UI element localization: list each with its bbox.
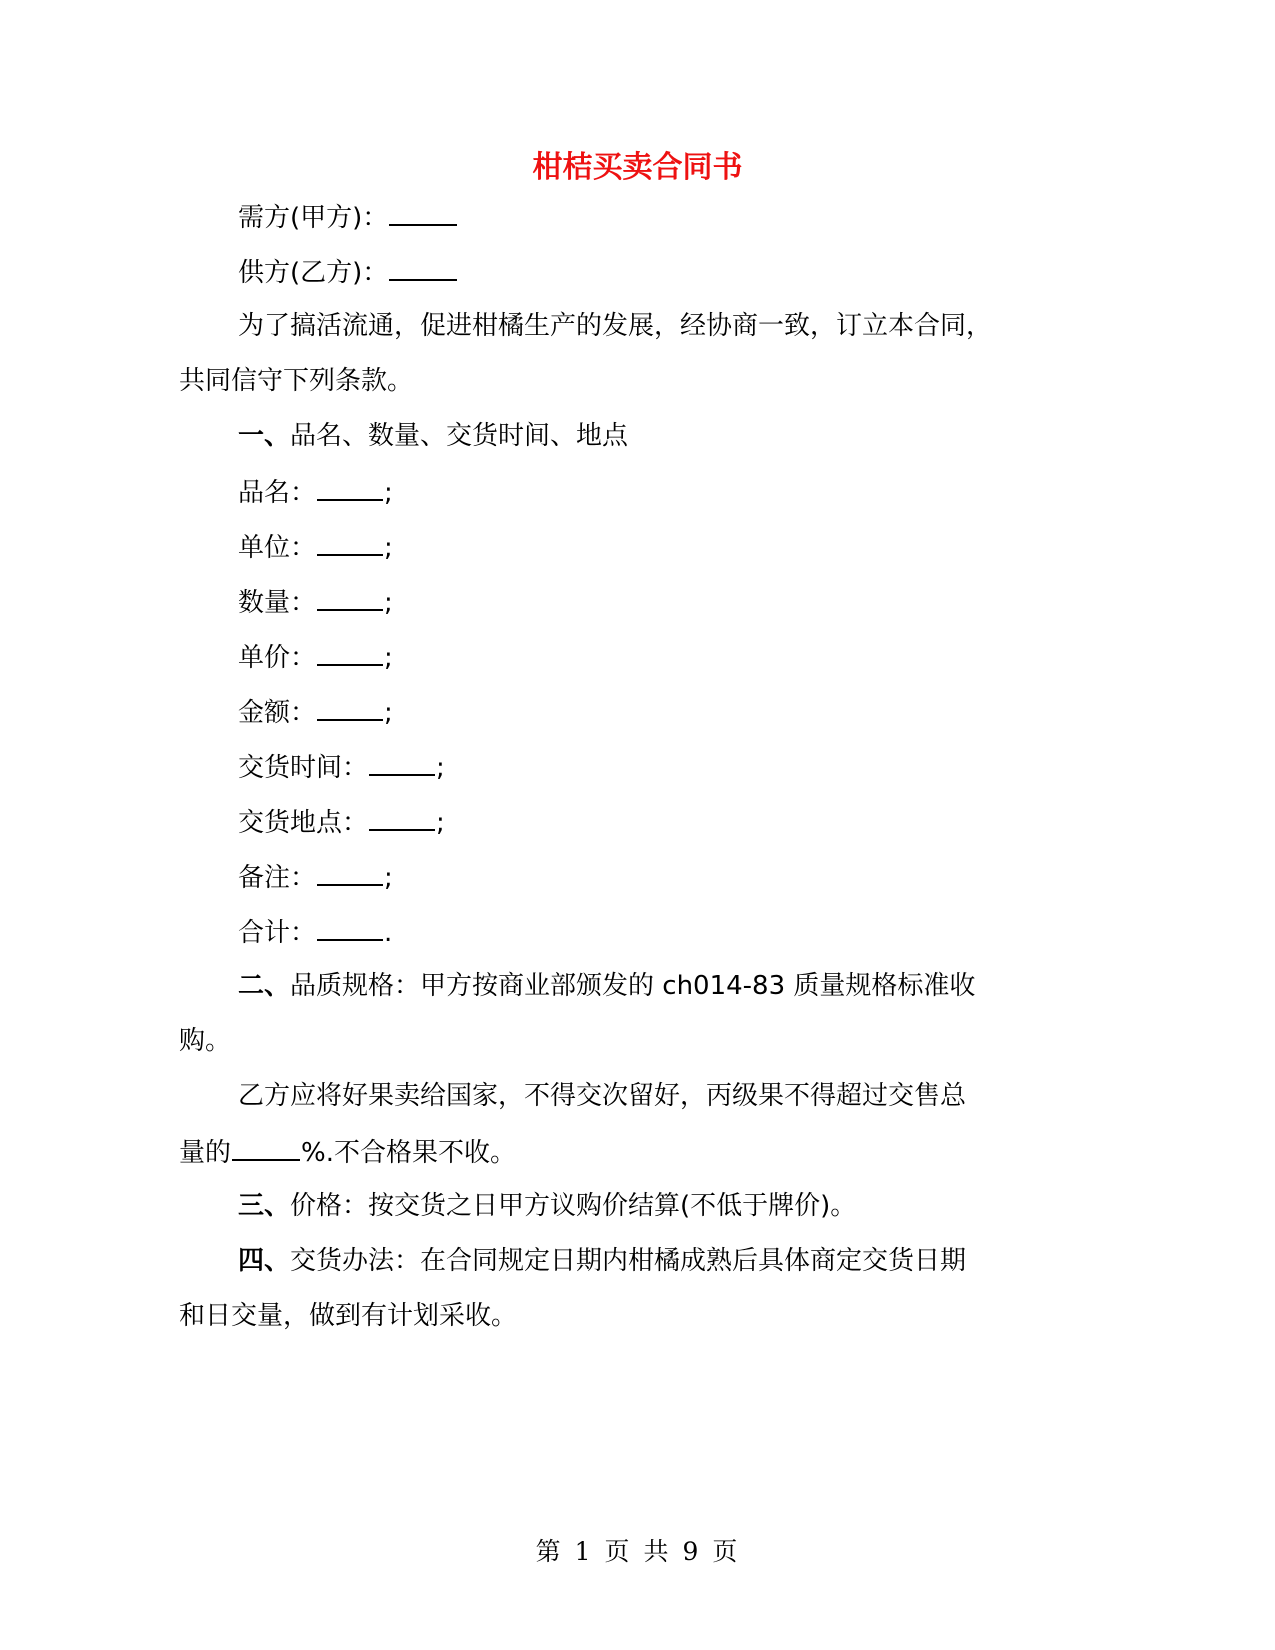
paragraph-b-line-1: 乙方应将好果卖给国家，不得交次留好，丙级果不得超过交售总 xyxy=(238,1081,967,1111)
field-label: 数量： xyxy=(238,588,317,618)
field-blank xyxy=(317,858,383,886)
field-blank xyxy=(317,528,383,556)
field-blank xyxy=(369,803,435,831)
seller-line xyxy=(238,253,458,291)
field-row xyxy=(238,473,393,511)
section-3-line xyxy=(238,1188,856,1224)
seller-blank xyxy=(389,253,457,281)
footer-word: 页 xyxy=(604,1537,632,1566)
section-4-number: 四、 xyxy=(238,1246,291,1276)
field-end: ; xyxy=(384,478,393,508)
percent-blank xyxy=(232,1133,300,1161)
field-row xyxy=(238,803,445,841)
intro-line-1: 为了搞活流通，促进柑橘生产的发展，经协商一致，订立本合同， xyxy=(238,311,993,341)
buyer-blank xyxy=(389,198,457,226)
page-number: 1 xyxy=(574,1537,593,1566)
field-label: 合计： xyxy=(238,918,317,948)
section-2-text: 品质规格：甲方按商业部颁发的 ch014-83 质量规格标准收 xyxy=(290,971,976,1001)
section-3-text: 价格：按交货之日甲方议购价结算(不低于牌价)。 xyxy=(290,1191,857,1221)
section-4-line-2: 和日交量，做到有计划采收。 xyxy=(179,1301,518,1331)
section-1-heading xyxy=(238,418,628,454)
section-1-title: 品名、数量、交货时间、地点 xyxy=(290,421,629,451)
field-label: 单价： xyxy=(238,643,317,673)
document-title: 柑桔买卖合同书 xyxy=(532,150,743,185)
field-end: ; xyxy=(384,863,393,893)
seller-label: 供方(乙方)： xyxy=(238,258,389,288)
field-row xyxy=(238,913,392,951)
field-end: ; xyxy=(384,533,393,563)
buyer-line xyxy=(238,198,458,236)
field-label: 备注： xyxy=(238,863,317,893)
footer-word: 页 xyxy=(712,1537,740,1566)
field-end: . xyxy=(384,918,393,948)
field-end: ; xyxy=(436,808,445,838)
intro-line-2: 共同信守下列条款。 xyxy=(179,366,414,396)
section-2-line-1 xyxy=(238,968,975,1004)
paragraph-b-pre: 量的 xyxy=(179,1138,232,1168)
paragraph-b-post: %.不合格果不收。 xyxy=(301,1138,516,1168)
footer-word: 第 xyxy=(535,1537,563,1566)
field-row xyxy=(238,528,393,566)
section-2-number: 二、 xyxy=(238,971,291,1001)
page-footer xyxy=(0,1535,1275,1569)
field-blank xyxy=(317,913,383,941)
section-4-text: 交货办法：在合同规定日期内柑橘成熟后具体商定交货日期 xyxy=(290,1246,967,1276)
field-end: ; xyxy=(384,588,393,618)
field-label: 交货时间： xyxy=(238,753,369,783)
section-1-number: 一、 xyxy=(238,421,291,451)
field-end: ; xyxy=(436,753,445,783)
field-label: 交货地点： xyxy=(238,808,369,838)
field-blank xyxy=(369,748,435,776)
field-label: 单位： xyxy=(238,533,317,563)
paragraph-b-line-2 xyxy=(179,1133,516,1171)
field-end: ; xyxy=(384,698,393,728)
field-row xyxy=(238,748,445,786)
section-2-line-2: 购。 xyxy=(179,1026,232,1056)
footer-word: 共 xyxy=(643,1537,671,1566)
buyer-label: 需方(甲方)： xyxy=(238,203,389,233)
field-row xyxy=(238,583,393,621)
field-blank xyxy=(317,583,383,611)
field-blank xyxy=(317,473,383,501)
field-end: ; xyxy=(384,643,393,673)
total-pages: 9 xyxy=(682,1537,701,1566)
field-blank xyxy=(317,638,383,666)
section-3-number: 三、 xyxy=(238,1191,291,1221)
field-row xyxy=(238,638,393,676)
field-label: 金额： xyxy=(238,698,317,728)
field-row xyxy=(238,858,393,896)
field-row xyxy=(238,693,393,731)
field-label: 品名： xyxy=(238,478,317,508)
field-blank xyxy=(317,693,383,721)
section-4-line-1 xyxy=(238,1243,966,1279)
